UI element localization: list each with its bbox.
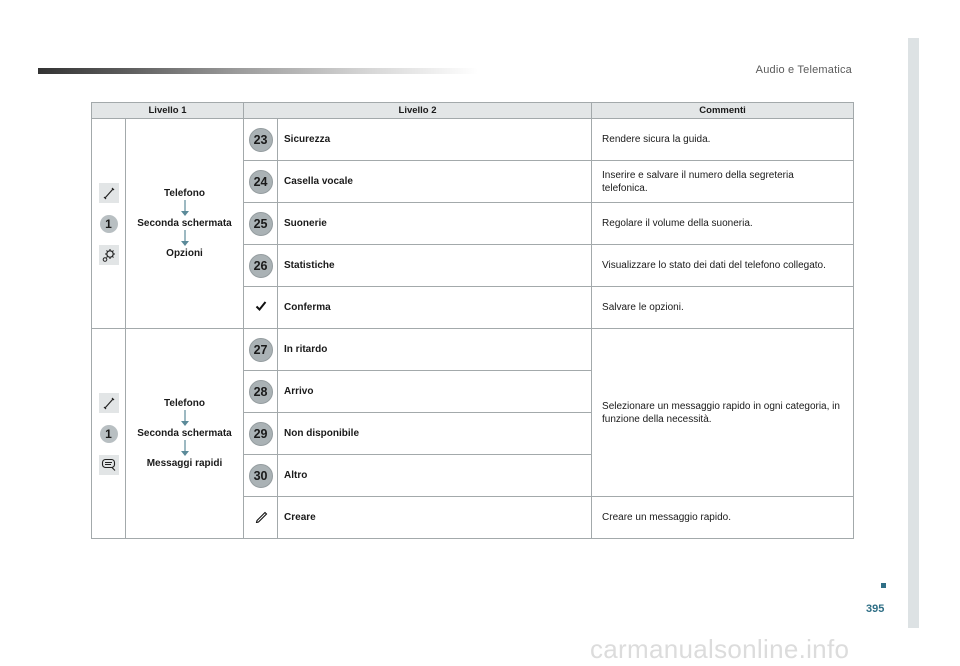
- comment-statistiche: Visualizzare lo stato dei dati del telefono collegato.: [592, 245, 854, 287]
- comment-conferma: Salvare le opzioni.: [592, 287, 854, 329]
- arrow-down-icon: [179, 230, 191, 248]
- level1-number: 1: [99, 424, 119, 444]
- number-badge-26: 26: [244, 245, 278, 287]
- side-strip: [908, 38, 919, 628]
- arrow-down-icon: [179, 200, 191, 218]
- pencil-icon: [244, 497, 278, 539]
- label-arrivo: Arrivo: [278, 371, 592, 413]
- comment-creare: Creare un messaggio rapido.: [592, 497, 854, 539]
- label-non-disponibile: Non disponibile: [278, 413, 592, 455]
- section-title: Audio e Telematica: [755, 64, 852, 76]
- label-suonerie: Suonerie: [278, 203, 592, 245]
- label-in-ritardo: In ritardo: [278, 329, 592, 371]
- label-statistiche: Statistiche: [278, 245, 592, 287]
- header-comments: Commenti: [592, 103, 854, 119]
- path-messaggi-rapidi: Messaggi rapidi: [146, 457, 223, 469]
- level1-path-group2: [126, 329, 244, 539]
- path-seconda-schermata: Seconda schermata: [137, 427, 232, 439]
- level1-icons-group2: [92, 329, 126, 539]
- table-header-row: [92, 103, 854, 119]
- level1-path-group1: [126, 119, 244, 329]
- comment-casella-vocale: Inserire e salvare il numero della segreteria telefonica.: [592, 161, 854, 203]
- number-badge-24: 24: [244, 161, 278, 203]
- menu-table: [91, 102, 854, 539]
- number-badge-23: 23: [244, 119, 278, 161]
- level1-number: 1: [99, 214, 119, 234]
- watermark: carmanualsonline.info: [590, 634, 850, 664]
- table-row: [92, 119, 854, 161]
- path-telefono: Telefono: [164, 187, 205, 199]
- page-number: 395: [866, 603, 885, 615]
- checkmark-icon: [244, 287, 278, 329]
- label-creare: Creare: [278, 497, 592, 539]
- table-row: [92, 329, 854, 371]
- phone-icon: [99, 393, 119, 413]
- number-badge-28: 28: [244, 371, 278, 413]
- label-sicurezza: Sicurezza: [278, 119, 592, 161]
- number-badge-25: 25: [244, 203, 278, 245]
- header-level2: Livello 2: [244, 103, 592, 119]
- comment-sicurezza: Rendere sicura la guida.: [592, 119, 854, 161]
- comment-suonerie: Regolare il volume della suoneria.: [592, 203, 854, 245]
- number-badge-30: 30: [244, 455, 278, 497]
- path-telefono: Telefono: [164, 397, 205, 409]
- arrow-down-icon: [179, 440, 191, 458]
- level1-icons-group1: [92, 119, 126, 329]
- message-bubble-icon: [99, 455, 119, 475]
- header-level1: Livello 1: [92, 103, 244, 119]
- header-gradient-bar: [38, 68, 478, 74]
- options-gear-icon: [99, 245, 119, 265]
- number-badge-27: 27: [244, 329, 278, 371]
- path-opzioni: Opzioni: [166, 247, 203, 259]
- path-seconda-schermata: Seconda schermata: [137, 217, 232, 229]
- label-conferma: Conferma: [278, 287, 592, 329]
- arrow-down-icon: [179, 410, 191, 428]
- phone-icon: [99, 183, 119, 203]
- label-casella-vocale: Casella vocale: [278, 161, 592, 203]
- page-marker: [881, 583, 886, 588]
- label-altro: Altro: [278, 455, 592, 497]
- comment-messaggi-rapidi: Selezionare un messaggio rapido in ogni categoria, in funzione della necessità.: [592, 329, 854, 497]
- number-badge-29: 29: [244, 413, 278, 455]
